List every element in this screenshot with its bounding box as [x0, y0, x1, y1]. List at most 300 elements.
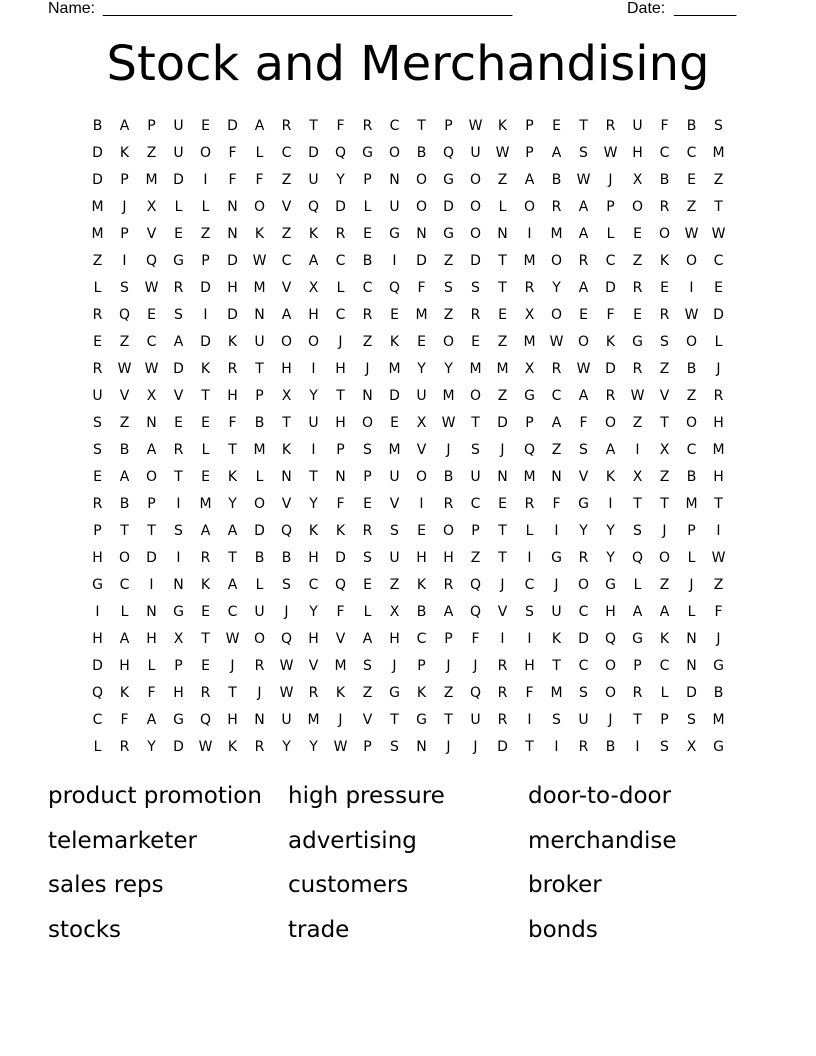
- grid-letter[interactable]: Z: [362, 684, 373, 701]
- grid-letter[interactable]: R: [200, 684, 211, 701]
- grid-letter[interactable]: C: [92, 711, 103, 728]
- grid-letter[interactable]: K: [335, 522, 346, 539]
- grid-letter[interactable]: Y: [309, 495, 318, 512]
- grid-letter[interactable]: O: [469, 198, 482, 215]
- grid-letter[interactable]: K: [281, 441, 292, 458]
- grid-letter[interactable]: D: [146, 549, 157, 566]
- grid-letter[interactable]: S: [444, 279, 453, 296]
- grid-letter[interactable]: V: [281, 495, 292, 512]
- grid-letter[interactable]: V: [281, 198, 292, 215]
- grid-letter[interactable]: L: [201, 441, 210, 458]
- grid-letter[interactable]: G: [92, 576, 103, 593]
- grid-letter[interactable]: I: [527, 225, 532, 242]
- grid-letter[interactable]: J: [338, 333, 343, 350]
- grid-letter[interactable]: B: [686, 117, 697, 134]
- grid-letter[interactable]: Q: [631, 549, 644, 566]
- grid-letter[interactable]: A: [362, 630, 373, 647]
- grid-letter[interactable]: I: [203, 171, 208, 188]
- grid-letter[interactable]: U: [470, 711, 481, 728]
- grid-letter[interactable]: J: [500, 441, 505, 458]
- grid-letter[interactable]: Y: [417, 360, 426, 377]
- grid-letter[interactable]: J: [500, 576, 505, 593]
- grid-letter[interactable]: W: [576, 360, 591, 377]
- grid-letter[interactable]: O: [469, 225, 482, 242]
- grid-letter[interactable]: T: [579, 117, 588, 134]
- grid-letter[interactable]: F: [660, 117, 669, 134]
- grid-letter[interactable]: R: [632, 360, 643, 377]
- grid-letter[interactable]: D: [173, 738, 184, 755]
- grid-letter[interactable]: K: [605, 333, 616, 350]
- grid-letter[interactable]: C: [146, 333, 157, 350]
- grid-letter[interactable]: Z: [443, 252, 454, 269]
- grid-letter[interactable]: H: [146, 630, 157, 647]
- grid-letter[interactable]: X: [173, 630, 184, 647]
- grid-letter[interactable]: D: [713, 306, 724, 323]
- grid-letter[interactable]: A: [578, 387, 589, 404]
- grid-letter[interactable]: D: [92, 144, 103, 161]
- grid-letter[interactable]: A: [578, 225, 589, 242]
- grid-letter[interactable]: T: [714, 495, 723, 512]
- grid-letter[interactable]: G: [416, 711, 427, 728]
- grid-letter[interactable]: A: [281, 306, 292, 323]
- grid-letter[interactable]: R: [605, 117, 616, 134]
- grid-letter[interactable]: C: [659, 144, 670, 161]
- grid-letter[interactable]: E: [174, 225, 183, 242]
- grid-letter[interactable]: N: [146, 603, 157, 620]
- grid-letter[interactable]: C: [713, 252, 724, 269]
- grid-letter[interactable]: Q: [334, 576, 347, 593]
- grid-letter[interactable]: W: [333, 738, 348, 755]
- grid-letter[interactable]: W: [225, 630, 240, 647]
- grid-letter[interactable]: C: [578, 603, 589, 620]
- grid-letter[interactable]: X: [416, 414, 427, 431]
- grid-letter[interactable]: E: [417, 333, 426, 350]
- grid-letter[interactable]: D: [497, 414, 508, 431]
- grid-letter[interactable]: H: [443, 549, 454, 566]
- grid-letter[interactable]: W: [117, 360, 132, 377]
- grid-letter[interactable]: L: [255, 576, 264, 593]
- grid-letter[interactable]: Y: [552, 279, 561, 296]
- grid-letter[interactable]: B: [443, 468, 454, 485]
- grid-letter[interactable]: E: [633, 225, 642, 242]
- grid-letter[interactable]: X: [281, 387, 292, 404]
- grid-letter[interactable]: B: [119, 441, 130, 458]
- grid-letter[interactable]: A: [443, 603, 454, 620]
- grid-letter[interactable]: M: [145, 171, 158, 188]
- grid-letter[interactable]: V: [335, 630, 346, 647]
- grid-letter[interactable]: C: [686, 144, 697, 161]
- grid-letter[interactable]: N: [416, 738, 427, 755]
- grid-letter[interactable]: O: [253, 630, 266, 647]
- grid-letter[interactable]: L: [687, 549, 696, 566]
- grid-letter[interactable]: F: [336, 117, 345, 134]
- grid-letter[interactable]: J: [446, 738, 451, 755]
- grid-letter[interactable]: S: [93, 414, 102, 431]
- grid-letter[interactable]: E: [714, 279, 723, 296]
- grid-letter[interactable]: P: [417, 657, 426, 674]
- grid-letter[interactable]: G: [632, 333, 643, 350]
- grid-letter[interactable]: H: [335, 360, 346, 377]
- grid-letter[interactable]: M: [388, 360, 401, 377]
- grid-letter[interactable]: C: [686, 441, 697, 458]
- grid-letter[interactable]: R: [497, 657, 508, 674]
- grid-letter[interactable]: S: [552, 711, 561, 728]
- grid-letter[interactable]: U: [308, 414, 319, 431]
- grid-letter[interactable]: C: [578, 657, 589, 674]
- grid-letter[interactable]: B: [119, 495, 130, 512]
- grid-letter[interactable]: I: [149, 576, 154, 593]
- grid-letter[interactable]: N: [227, 225, 238, 242]
- grid-letter[interactable]: C: [524, 576, 535, 593]
- grid-letter[interactable]: L: [363, 198, 372, 215]
- grid-letter[interactable]: Y: [606, 522, 615, 539]
- grid-letter[interactable]: N: [551, 468, 562, 485]
- grid-letter[interactable]: Y: [579, 522, 588, 539]
- grid-letter[interactable]: O: [253, 495, 266, 512]
- grid-letter[interactable]: E: [498, 306, 507, 323]
- grid-letter[interactable]: U: [389, 468, 400, 485]
- grid-letter[interactable]: M: [712, 441, 725, 458]
- grid-letter[interactable]: S: [363, 441, 372, 458]
- grid-letter[interactable]: J: [392, 657, 397, 674]
- grid-letter[interactable]: A: [173, 333, 184, 350]
- grid-letter[interactable]: H: [173, 684, 184, 701]
- word-search-grid[interactable]: [84, 112, 732, 760]
- grid-letter[interactable]: E: [201, 468, 210, 485]
- grid-letter[interactable]: B: [605, 738, 616, 755]
- grid-letter[interactable]: R: [524, 495, 535, 512]
- grid-letter[interactable]: M: [523, 333, 536, 350]
- grid-letter[interactable]: V: [308, 657, 319, 674]
- grid-letter[interactable]: M: [523, 468, 536, 485]
- grid-letter[interactable]: U: [92, 387, 103, 404]
- grid-letter[interactable]: H: [632, 144, 643, 161]
- grid-letter[interactable]: C: [119, 576, 130, 593]
- grid-letter[interactable]: K: [659, 252, 670, 269]
- grid-letter[interactable]: U: [254, 333, 265, 350]
- grid-letter[interactable]: A: [605, 441, 616, 458]
- grid-letter[interactable]: R: [308, 684, 319, 701]
- grid-letter[interactable]: B: [713, 684, 724, 701]
- grid-letter[interactable]: P: [147, 495, 156, 512]
- grid-letter[interactable]: N: [389, 171, 400, 188]
- grid-letter[interactable]: W: [711, 549, 726, 566]
- grid-letter[interactable]: T: [255, 360, 264, 377]
- grid-letter[interactable]: L: [660, 684, 669, 701]
- grid-letter[interactable]: M: [199, 495, 212, 512]
- grid-letter[interactable]: V: [119, 387, 130, 404]
- grid-letter[interactable]: Z: [497, 171, 508, 188]
- grid-letter[interactable]: R: [443, 576, 454, 593]
- grid-letter[interactable]: F: [336, 603, 345, 620]
- grid-letter[interactable]: H: [605, 603, 616, 620]
- grid-letter[interactable]: G: [173, 252, 184, 269]
- grid-letter[interactable]: R: [254, 738, 265, 755]
- grid-letter[interactable]: T: [309, 117, 318, 134]
- grid-letter[interactable]: G: [632, 630, 643, 647]
- grid-letter[interactable]: K: [551, 630, 562, 647]
- grid-letter[interactable]: R: [578, 252, 589, 269]
- grid-letter[interactable]: G: [713, 738, 724, 755]
- grid-letter[interactable]: J: [122, 198, 127, 215]
- grid-letter[interactable]: O: [307, 333, 320, 350]
- grid-letter[interactable]: L: [525, 522, 534, 539]
- grid-letter[interactable]: G: [173, 603, 184, 620]
- grid-letter[interactable]: X: [146, 387, 157, 404]
- grid-letter[interactable]: Q: [604, 630, 617, 647]
- grid-letter[interactable]: O: [253, 198, 266, 215]
- grid-letter[interactable]: I: [527, 549, 532, 566]
- grid-letter[interactable]: Z: [659, 468, 670, 485]
- grid-letter[interactable]: P: [525, 117, 534, 134]
- grid-letter[interactable]: M: [496, 360, 509, 377]
- grid-letter[interactable]: I: [176, 495, 181, 512]
- grid-letter[interactable]: P: [363, 738, 372, 755]
- grid-letter[interactable]: R: [659, 306, 670, 323]
- grid-letter[interactable]: C: [281, 144, 292, 161]
- grid-letter[interactable]: R: [713, 387, 724, 404]
- grid-letter[interactable]: E: [390, 306, 399, 323]
- grid-letter[interactable]: W: [198, 738, 213, 755]
- grid-letter[interactable]: E: [633, 306, 642, 323]
- grid-letter[interactable]: F: [417, 279, 426, 296]
- grid-letter[interactable]: Q: [469, 603, 482, 620]
- grid-letter[interactable]: S: [714, 117, 723, 134]
- grid-letter[interactable]: P: [525, 414, 534, 431]
- grid-letter[interactable]: W: [279, 657, 294, 674]
- grid-letter[interactable]: D: [227, 252, 238, 269]
- grid-letter[interactable]: Z: [281, 225, 292, 242]
- grid-letter[interactable]: L: [201, 198, 210, 215]
- grid-letter[interactable]: D: [200, 333, 211, 350]
- grid-letter[interactable]: C: [335, 306, 346, 323]
- grid-letter[interactable]: J: [473, 738, 478, 755]
- grid-letter[interactable]: T: [660, 414, 669, 431]
- grid-letter[interactable]: K: [497, 117, 508, 134]
- grid-letter[interactable]: R: [632, 684, 643, 701]
- grid-letter[interactable]: L: [687, 603, 696, 620]
- grid-letter[interactable]: I: [608, 495, 613, 512]
- grid-letter[interactable]: M: [712, 144, 725, 161]
- grid-letter[interactable]: O: [631, 198, 644, 215]
- grid-letter[interactable]: R: [659, 198, 670, 215]
- grid-letter[interactable]: Z: [632, 252, 643, 269]
- grid-letter[interactable]: I: [554, 738, 559, 755]
- grid-letter[interactable]: G: [389, 684, 400, 701]
- grid-letter[interactable]: B: [254, 414, 265, 431]
- grid-letter[interactable]: O: [550, 306, 563, 323]
- grid-letter[interactable]: W: [252, 252, 267, 269]
- grid-letter[interactable]: E: [552, 117, 561, 134]
- grid-letter[interactable]: E: [390, 414, 399, 431]
- grid-letter[interactable]: W: [468, 117, 483, 134]
- grid-letter[interactable]: F: [120, 711, 129, 728]
- grid-letter[interactable]: P: [606, 198, 615, 215]
- grid-letter[interactable]: T: [498, 549, 507, 566]
- grid-letter[interactable]: C: [281, 252, 292, 269]
- grid-letter[interactable]: Q: [280, 522, 293, 539]
- grid-letter[interactable]: D: [416, 252, 427, 269]
- grid-letter[interactable]: N: [686, 630, 697, 647]
- grid-letter[interactable]: T: [309, 468, 318, 485]
- grid-letter[interactable]: Q: [145, 252, 158, 269]
- grid-letter[interactable]: I: [392, 252, 397, 269]
- grid-letter[interactable]: B: [281, 549, 292, 566]
- grid-letter[interactable]: J: [608, 171, 613, 188]
- grid-letter[interactable]: P: [363, 468, 372, 485]
- grid-letter[interactable]: D: [389, 387, 400, 404]
- grid-letter[interactable]: M: [253, 279, 266, 296]
- grid-letter[interactable]: E: [201, 414, 210, 431]
- grid-letter[interactable]: R: [362, 522, 373, 539]
- grid-letter[interactable]: O: [658, 225, 671, 242]
- grid-letter[interactable]: L: [174, 198, 183, 215]
- grid-letter[interactable]: D: [308, 144, 319, 161]
- grid-letter[interactable]: R: [227, 360, 238, 377]
- grid-letter[interactable]: Z: [551, 441, 562, 458]
- grid-letter[interactable]: Q: [118, 306, 131, 323]
- grid-letter[interactable]: S: [363, 657, 372, 674]
- grid-letter[interactable]: C: [551, 387, 562, 404]
- grid-letter[interactable]: D: [443, 198, 454, 215]
- grid-letter[interactable]: V: [362, 711, 373, 728]
- grid-letter[interactable]: I: [95, 603, 100, 620]
- grid-letter[interactable]: C: [389, 117, 400, 134]
- grid-letter[interactable]: O: [577, 576, 590, 593]
- grid-letter[interactable]: V: [173, 387, 184, 404]
- grid-letter[interactable]: S: [579, 144, 588, 161]
- grid-letter[interactable]: Q: [199, 711, 212, 728]
- grid-letter[interactable]: N: [686, 657, 697, 674]
- grid-letter[interactable]: K: [200, 576, 211, 593]
- grid-letter[interactable]: Z: [659, 576, 670, 593]
- grid-letter[interactable]: X: [389, 603, 400, 620]
- grid-letter[interactable]: W: [144, 360, 159, 377]
- grid-letter[interactable]: W: [630, 387, 645, 404]
- grid-letter[interactable]: T: [228, 684, 237, 701]
- grid-letter[interactable]: H: [308, 306, 319, 323]
- grid-letter[interactable]: A: [659, 603, 670, 620]
- grid-letter[interactable]: E: [174, 414, 183, 431]
- grid-letter[interactable]: D: [470, 252, 481, 269]
- grid-letter[interactable]: B: [686, 360, 697, 377]
- grid-letter[interactable]: R: [200, 549, 211, 566]
- grid-letter[interactable]: L: [606, 225, 615, 242]
- grid-letter[interactable]: D: [227, 306, 238, 323]
- grid-letter[interactable]: A: [632, 603, 643, 620]
- grid-letter[interactable]: V: [281, 279, 292, 296]
- grid-letter[interactable]: W: [684, 306, 699, 323]
- grid-letter[interactable]: J: [257, 684, 262, 701]
- grid-letter[interactable]: B: [551, 171, 562, 188]
- grid-letter[interactable]: J: [662, 522, 667, 539]
- grid-letter[interactable]: T: [444, 711, 453, 728]
- grid-letter[interactable]: A: [146, 441, 157, 458]
- grid-letter[interactable]: M: [307, 711, 320, 728]
- grid-letter[interactable]: P: [120, 225, 129, 242]
- grid-letter[interactable]: F: [255, 171, 264, 188]
- grid-letter[interactable]: T: [228, 441, 237, 458]
- grid-letter[interactable]: R: [524, 279, 535, 296]
- grid-letter[interactable]: E: [201, 657, 210, 674]
- grid-letter[interactable]: W: [279, 684, 294, 701]
- grid-letter[interactable]: Z: [497, 333, 508, 350]
- grid-letter[interactable]: I: [689, 279, 694, 296]
- grid-letter[interactable]: J: [338, 711, 343, 728]
- grid-letter[interactable]: R: [281, 117, 292, 134]
- grid-letter[interactable]: M: [685, 495, 698, 512]
- grid-letter[interactable]: R: [578, 738, 589, 755]
- grid-letter[interactable]: F: [579, 414, 588, 431]
- grid-letter[interactable]: J: [230, 657, 235, 674]
- grid-letter[interactable]: Z: [632, 414, 643, 431]
- grid-letter[interactable]: K: [227, 333, 238, 350]
- grid-letter[interactable]: P: [525, 144, 534, 161]
- grid-letter[interactable]: L: [93, 738, 102, 755]
- grid-letter[interactable]: I: [635, 441, 640, 458]
- grid-letter[interactable]: K: [416, 576, 427, 593]
- grid-letter[interactable]: Y: [606, 549, 615, 566]
- grid-letter[interactable]: X: [659, 441, 670, 458]
- grid-letter[interactable]: O: [415, 468, 428, 485]
- grid-letter[interactable]: M: [550, 225, 563, 242]
- grid-letter[interactable]: Q: [307, 198, 320, 215]
- grid-letter[interactable]: D: [335, 198, 346, 215]
- grid-letter[interactable]: Z: [686, 198, 697, 215]
- grid-letter[interactable]: R: [362, 306, 373, 323]
- grid-letter[interactable]: P: [633, 657, 642, 674]
- grid-letter[interactable]: A: [578, 198, 589, 215]
- grid-letter[interactable]: N: [254, 306, 265, 323]
- grid-letter[interactable]: R: [443, 495, 454, 512]
- grid-letter[interactable]: G: [551, 549, 562, 566]
- grid-letter[interactable]: M: [91, 225, 104, 242]
- grid-letter[interactable]: Z: [119, 333, 130, 350]
- grid-letter[interactable]: F: [336, 495, 345, 512]
- grid-letter[interactable]: B: [659, 171, 670, 188]
- grid-letter[interactable]: F: [228, 414, 237, 431]
- grid-letter[interactable]: J: [284, 603, 289, 620]
- grid-letter[interactable]: E: [687, 171, 696, 188]
- grid-letter[interactable]: O: [280, 333, 293, 350]
- grid-letter[interactable]: S: [174, 306, 183, 323]
- grid-letter[interactable]: J: [608, 711, 613, 728]
- grid-letter[interactable]: G: [605, 576, 616, 593]
- grid-letter[interactable]: W: [576, 171, 591, 188]
- grid-letter[interactable]: P: [471, 522, 480, 539]
- grid-letter[interactable]: C: [362, 279, 373, 296]
- grid-letter[interactable]: V: [389, 495, 400, 512]
- grid-letter[interactable]: J: [446, 441, 451, 458]
- grid-letter[interactable]: O: [199, 144, 212, 161]
- grid-letter[interactable]: J: [716, 360, 721, 377]
- grid-letter[interactable]: Q: [91, 684, 104, 701]
- grid-letter[interactable]: F: [525, 684, 534, 701]
- grid-letter[interactable]: E: [660, 279, 669, 296]
- grid-letter[interactable]: D: [200, 279, 211, 296]
- grid-letter[interactable]: I: [527, 630, 532, 647]
- grid-letter[interactable]: N: [362, 387, 373, 404]
- grid-letter[interactable]: S: [471, 441, 480, 458]
- grid-letter[interactable]: S: [390, 522, 399, 539]
- grid-letter[interactable]: Q: [442, 144, 455, 161]
- grid-letter[interactable]: K: [389, 333, 400, 350]
- grid-letter[interactable]: U: [551, 603, 562, 620]
- grid-letter[interactable]: Z: [497, 387, 508, 404]
- grid-letter[interactable]: X: [524, 306, 535, 323]
- grid-letter[interactable]: R: [470, 306, 481, 323]
- grid-letter[interactable]: K: [605, 468, 616, 485]
